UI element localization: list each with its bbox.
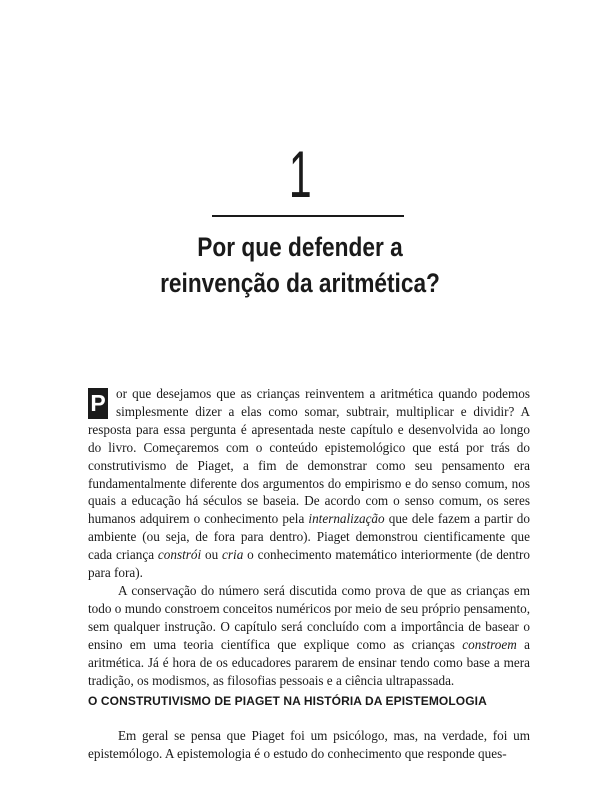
chapter-title-line-2: reinvenção da aritmética? [160, 268, 440, 298]
intro-paragraph-1 [88, 385, 530, 582]
intro-p1-em-cria: cria [222, 547, 244, 563]
chapter-rule [212, 215, 404, 217]
intro-p1-em-constroi: constrói [157, 547, 202, 563]
chapter-title-line-1: Por que defender a [197, 232, 403, 262]
chapter-number: 1 [288, 137, 312, 211]
section-text [88, 727, 530, 763]
intro-paragraph-2 [88, 582, 530, 689]
chapter-title [48, 229, 552, 301]
drop-cap: P [88, 388, 108, 419]
intro-p1-part-c: ou [201, 547, 223, 563]
section-paragraph-1: Em geral se pensa que Piaget foi um psicólogo, mas, na verdade, foi um epistemólogo. A epistemologia é o estudo do conhecimento que responde ques- [88, 728, 530, 761]
intro-p2-em-constroem: constroem [462, 636, 517, 652]
intro-p1-part-b: que dele fazem a partir do ambiente (ou seja, de fora para dentro). Piaget demonstrou cientificamente que cada criança [88, 511, 530, 563]
intro-p1-part-a: or que desejamos que as crianças reinventem a aritmética quando podemos simplesmente dizer a elas como somar, subtrair, multiplicar e dividir? A resposta para essa pergunta é apresentada neste capítulo e desenvolvida ao longo do livro. Começaremos com o conteúdo epistemológico que está por trás do construtivismo de Piaget, a fim de demonstrar como seu pensamento era fundamentalmente diferente dos argumentos do empirismo e do senso comum, nos quais a educação há séculos se baseia. De acordo com o senso comum, os seres humanos adquirem o conhecimento pela [88, 386, 530, 527]
intro-text [88, 385, 530, 689]
intro-p1-part-d: o conhecimento matemático interiormente (de dentro para fora). [88, 547, 531, 581]
intro-p2-part-b: a aritmética. Já é hora de os educadores pararem de ensinar tendo como base a mera tradição, os modismos, as filosofias pessoais e a ciência ultrapassada. [88, 636, 531, 688]
intro-p1-em-internalizacao: internalização [308, 511, 385, 527]
section-heading: O CONSTRUTIVISMO DE PIAGET NA HISTÓRIA DA EPISTEMOLOGIA [88, 694, 487, 708]
intro-p2-part-a: A conservação do número será discutida como prova de que as crianças em todo o mundo constroem conceitos numéricos por meio de seu próprio pensamento, sem qualquer instrução. O capítulo será concluído com a importância de basear o ensino em uma teoria científica que explique como as crianças [88, 582, 530, 652]
